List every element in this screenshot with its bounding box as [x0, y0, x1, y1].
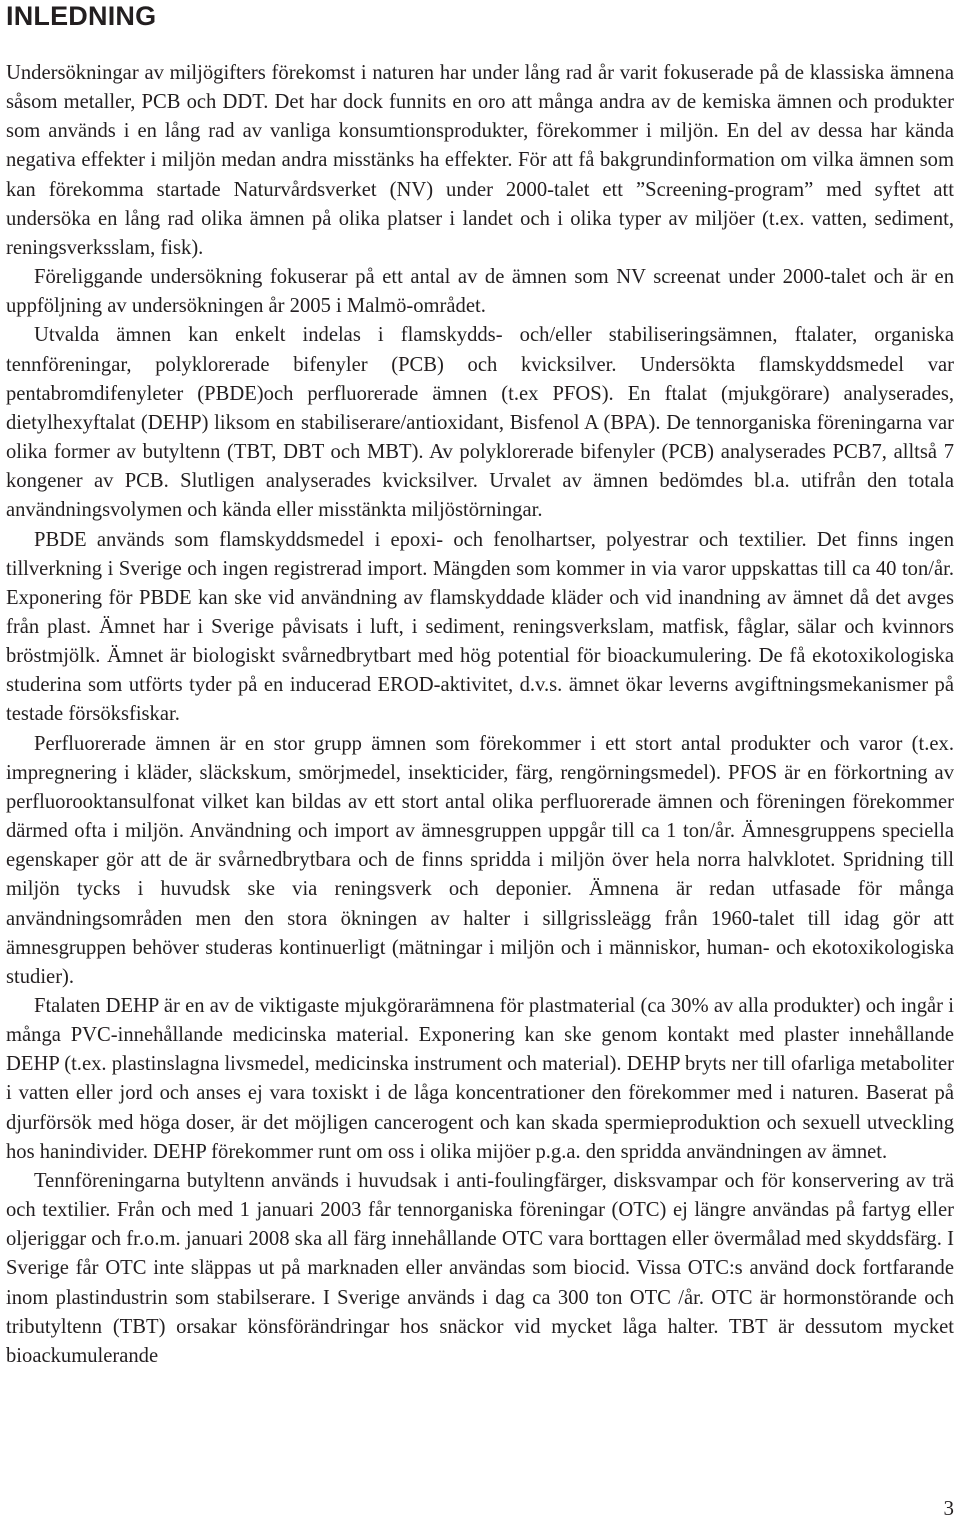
document-page	[6, 0, 954, 1371]
paragraph-tin-compounds: Tennföreningarna butyltenn används i huvudsak i anti-foulingfärger, disksvampar och för konservering av trä och textilier. Från och med 1 januari 2003 får tennorganiska föreningar (OTC) ej längre användas på fartyg eller oljeriggar och fr.o.m. januari 2008 ska all färg innehållande OTC vara borttagen eller övermålad med skyddsfärg. I Sverige får OTC inte släppas ut på marknaden eller användas som biocid. Vissa OTC:s använd dock fortfarande inom plastindustrin som stabilserare. I Sverige används i dag ca 300 ton OTC /år. OTC är hormonstörande och tributyltenn (TBT) orsakar könsförändringar hos snäckor vid mycket låga halter. TBT är dessutom mycket bioackumulerande	[6, 1169, 954, 1367]
paragraph-dehp: Ftalaten DEHP är en av de viktigaste mjukgörarämnena för plastmaterial (ca 30% av alla produkter) och ingår i många PVC-innehållande medicinska material. Exponering kan ske genom kontakt med plaster innehållande DEHP (t.ex. plastinslagna livsmedel, medicinska instrument och material). DEHP bryts ner till ofarliga metaboliter i vatten eller jord och anses ej vara toxiskt i de låga koncentrationer den förekommer med i naturen. Baserat på djurförsök med höga doser, är det möjligen cancerogent och kan skada spermieproduktion och sexuell utveckling hos hanindivider. DEHP förekommer runt om oss i olika mijöer p.g.a. den spridda användningen av ämnet.	[6, 995, 954, 1163]
paragraph-selected-substances: Utvalda ämnen kan enkelt indelas i flamskydds- och/eller stabiliseringsämnen, ftalater, organiska tennföreningar, polyklorerade bifenyler (PCB) och kvicksilver. Undersökta flamskyddsmedel var pentabromdifenyleter (PBDE)och perfluorerade ämnen (t.ex PFOS). En ftalat (mjukgörare) analyserades, dietylhexyftalat (DEHP) liksom en stabiliserare/antioxidant, Bisfenol A (BPA). De tennorganiska föreningarna var olika former av butyltenn (TBT, DBT och MBT). Av polyklorerade bifenyler (PCB) analyserades PCB7, alltså 7 kongener av PCB. Slutligen analyserades kvicksilver. Urvalet av ämnen bedömdes bl.a. utifrån den totala användningsvolymen och kända eller misstänkta miljöstörningar.	[6, 324, 954, 522]
body-text	[6, 59, 954, 1371]
page-number: 3	[943, 1496, 954, 1520]
section-heading: INLEDNING	[6, 1, 157, 31]
paragraph-perfluorinated: Perfluorerade ämnen är en stor grupp ämnen som förekommer i ett stort antal produkter och varor (t.ex. impregnering i kläder, släckskum, smörjmedel, insekticider, färg, rengörningsmedel). PFOS är en förkortning av perfluorooktansulfonat vilket kan bildas av ett stort antal olika perfluorerade ämnen och föreningen förekommer därmed ofta i miljön. Användning och import av ämnesgruppen uppgår till ca 1 ton/år. Ämnesgruppens speciella egenskaper gör att de är svårnedbrytbara och de finns spridda i miljön över hela norra halvklotet. Spridning till miljön tycks i huvudsk ske via reningsverk och deponier. Ämnena är redan utfasade för många användningsområden men den stora ökningen av halter i sillgrissleägg från 1960-talet till idag gör att ämnesgruppen behöver studeras kontinuerligt (mätningar i miljön och i människor, human- och ekotoxikologiska studier).	[6, 732, 954, 988]
paragraph-intro: Undersökningar av miljögifters förekomst i naturen har under lång rad år varit fokuserade på de klassiska ämnena såsom metaller, PCB och DDT. Det har dock funnits en oro att många andra av de kemiska ämnen och produkter som används i en lång rad av vanliga konsumtionsprodukter, förekommer i miljön. En del av dessa har kända negativa effekter i miljön medan andra misstänks ha effekter. För att få bakgrundinformation om vilka ämnen som kan förekomma startade Naturvårdsverket (NV) under 2000-talet ett ”Screening-program” med syftet att undersöka en lång rad olika ämnen på olika platser i landet och i olika typer av miljöer (t.ex. vatten, sediment, reningsverksslam, fisk).	[6, 62, 954, 259]
paragraph-pbde: PBDE används som flamskyddsmedel i epoxi- och fenolhartser, polyestrar och textilier. Det finns ingen tillverkning i Sverige och ingen registrerad import. Mängden som kommer in via varor uppskattas till ca 40 ton/år. Exponering för PBDE kan ske vid användning av flamskyddade kläder och vid inandning av ämnet då det avges från plast. Ämnet har i Sverige påvisats i luft, i sediment, reningsverkslam, matfisk, fåglar, sälar och kvinnors bröstmjölk. Ämnet är biologiskt svårnedbrytbart med hög potential för bioackumulering. De få ekotoxikologiska studerina som utförts tyder på en inducerad EROD-aktivitet, d.v.s. ämnet ökar leverns avgiftningsmekanismer på testade försöksfiskar.	[6, 528, 954, 726]
paragraph-current-study: Föreliggande undersökning fokuserar på ett antal av de ämnen som NV screenat under 2000-talet och är en uppföljning av undersökningen år 2005 i Malmö-området.	[6, 266, 954, 318]
